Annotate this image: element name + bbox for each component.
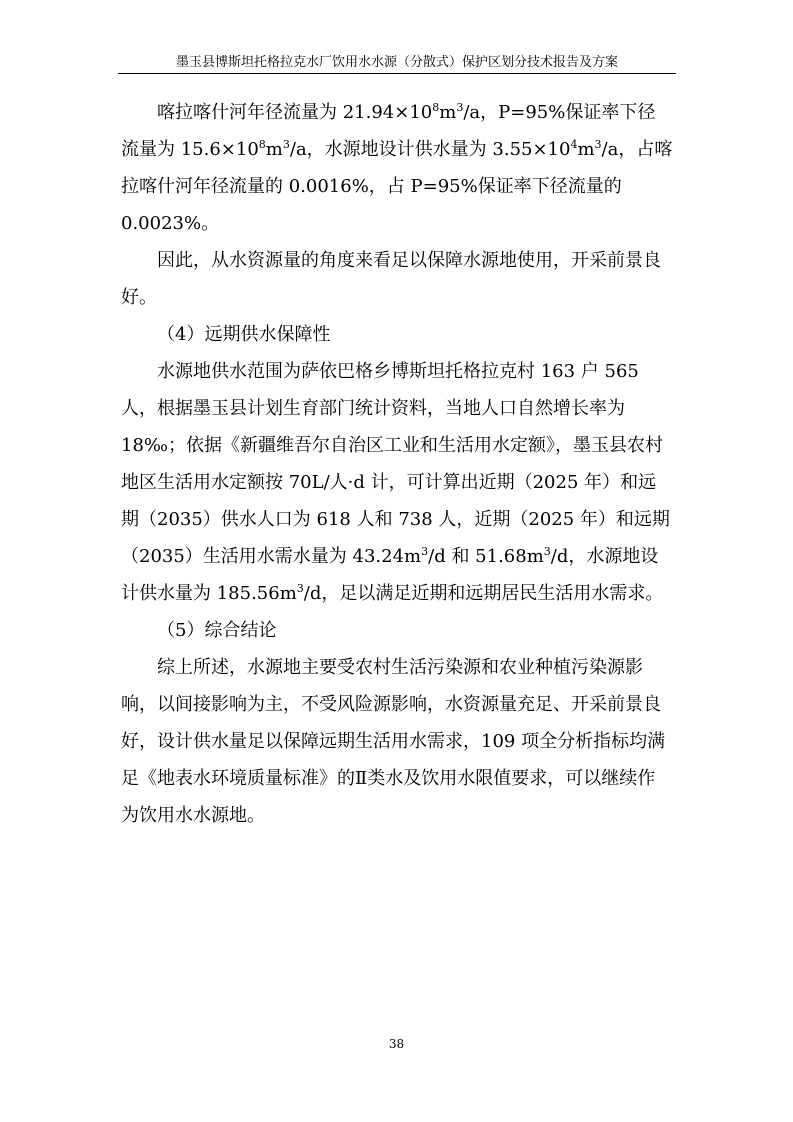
superscript: 3 — [282, 138, 290, 151]
running-header: 墨玉县博斯坦托格拉克水厂饮用水水源（分散式）保护区划分技术报告及方案 — [175, 55, 618, 70]
conclusion-paragraph-short: 因此，从水资源量的角度来看足以保障水源地使用，开采前景良好。 — [121, 250, 661, 308]
text-run: /d 和 51.68m — [428, 546, 544, 567]
superscript: 3 — [296, 582, 304, 595]
superscript: 4 — [570, 138, 578, 151]
text-run: m — [577, 139, 595, 160]
text-run: m — [265, 139, 283, 160]
text-run: /a，占喀拉喀什河年径流量的 0.0016%，占 P=95%保证率下径流量的 0.0023%。 — [121, 139, 673, 234]
superscript: 3 — [594, 138, 602, 151]
text-run: 喀拉喀什河年径流量为 21.94×10 — [157, 102, 433, 123]
superscript: 8 — [432, 101, 440, 114]
section-heading-5: （5）综合结论 — [157, 620, 277, 641]
section-heading-4: （4）远期供水保障性 — [157, 324, 331, 345]
text-run: /d，足以满足近期和远期居民生活用水需求。 — [303, 583, 664, 604]
superscript: 3 — [421, 545, 429, 558]
text-run: /d，水源地设计供水量为 185.56m — [121, 546, 659, 604]
header-rule — [118, 73, 676, 74]
superscript: 3 — [543, 545, 551, 558]
summary-paragraph: 综上所述，水源地主要受农村生活污染源和农业种植污染源影响，以间接影响为主，不受风险源影响，水资源量充足、开采前景良好，设计供水量足以保障远期生活用水需求，109 项全分析指标均满足《地表水环境质量标准》的Ⅱ类水及饮用水限值要求，可以继续作为饮用水水源地。 — [121, 657, 666, 826]
superscript: 3 — [456, 101, 464, 114]
runoff-paragraph — [121, 94, 673, 242]
text-run: m — [439, 102, 457, 123]
page-number: 38 — [388, 1037, 405, 1051]
text-run: /a，水源地设计供水量为 3.55×10 — [289, 139, 571, 160]
supply-guarantee-paragraph — [121, 353, 673, 612]
body-text — [121, 94, 673, 834]
text-run: /a，P=95%保证率下径流量为 15.6×10 — [121, 102, 656, 160]
text-run: 水源地供水范围为萨依巴格乡博斯坦托格拉克村 163 户 565 人，根据墨玉县计划生育部门统计资料，当地人口自然增长率为 18‰；依据《新疆维吾尔自治区工业和生活用水定额》，墨玉县农村地区生活用水定额按 70L/人·d 计，可计算出近期（2025 年）和远期（2035）供水人口为 618 人和 738 人，近期（2025 年）和远期（2035）生活用水需水量为 43.24m — [121, 361, 670, 567]
superscript: 8 — [258, 138, 266, 151]
